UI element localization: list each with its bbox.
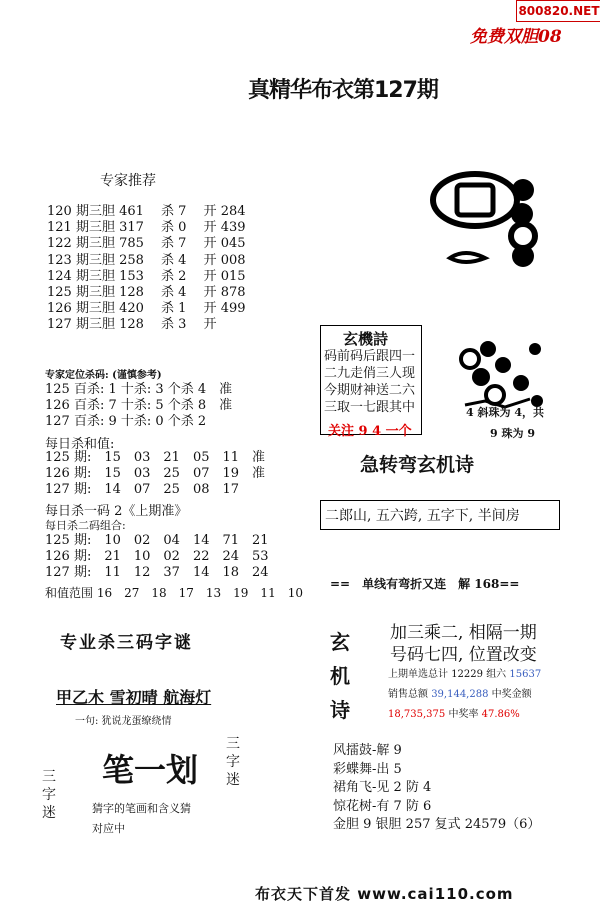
beads-drawing-icon (455, 335, 555, 415)
xuanji-note-1: 4 斜珠为 4，共 (466, 406, 544, 419)
position-kill-row: 127 百杀: 9 十杀: 0 个杀 2 (45, 414, 207, 430)
daily-sum-row: 125 期: 15 03 21 05 11 准 (45, 450, 266, 465)
hint-line: 裙角飞-见 2 防 4 (333, 780, 432, 795)
riddle-hint: 一句: 犹说龙蛋缭绕情 (75, 716, 172, 727)
daily-two-row: 125 期: 10 02 04 14 71 21 (45, 533, 269, 548)
footer: 布衣天下首发 www.cai110.com (255, 885, 514, 903)
sales-row-1 (388, 665, 541, 680)
poem-line-2: 号码七四, 位置改变 (390, 645, 537, 665)
daily-sum-row: 127 期: 14 07 25 08 17 (45, 482, 240, 498)
sales-value: 39,144,288 (431, 689, 489, 700)
poem-side-char: 玄 (330, 630, 350, 654)
abacus-drawing-icon (425, 170, 555, 270)
daily-sum-heading: 每日杀和值: (45, 437, 115, 452)
prize-label: 中奖金额 (491, 689, 532, 700)
hint-line: 风擂鼓-解 9 (333, 743, 402, 758)
daily-two-row: 126 期: 21 10 02 22 24 53 (45, 549, 269, 565)
rate-value: 47.86% (481, 709, 520, 720)
riddle-note-2: 对应中 (92, 822, 125, 835)
riddle-big: 笔一划 (102, 751, 199, 789)
free-tag: 免费双胆08 (470, 27, 562, 47)
daily-one-code: 每日杀一码 2《上期准》 (45, 504, 188, 519)
expert-row: 127 期三胆 128 杀 3 开 (47, 317, 217, 333)
expert-heading: 专家推荐 (100, 173, 156, 189)
sales-row-3 (388, 705, 520, 720)
sales-row-2 (388, 685, 532, 700)
xuanji-note-2: 9 珠为 9 (490, 427, 535, 440)
daily-two-row: 127 期: 11 12 37 14 18 24 (45, 565, 269, 581)
expert-row: 120 期三胆 461 杀 7 开 284 (47, 204, 246, 219)
xuanji-line: 三取一七跟其中 (324, 400, 416, 415)
group6-value: 15637 (509, 669, 542, 680)
daily-two-list (45, 533, 269, 582)
expert-row: 126 期三胆 420 杀 1 开 499 (47, 301, 246, 317)
sales-label: 销售总额 (388, 689, 428, 700)
position-kill-row: 125 百杀: 1 十杀: 3 个杀 4 准 (45, 382, 233, 397)
hint-list (333, 742, 540, 835)
site-badge: 800820.NET (516, 0, 600, 22)
poem-side-char: 机 (330, 664, 350, 688)
riddle-side-right: 三字迷 (226, 736, 240, 788)
expert-list (47, 204, 246, 334)
turn-heading: 急转弯玄机诗 (360, 454, 475, 476)
poem-line-1: 加三乘二, 相隔一期 (390, 623, 537, 643)
expert-row: 123 期三胆 258 杀 4 开 008 (47, 252, 246, 268)
daily-sum-row: 126 期: 15 03 25 07 19 准 (45, 466, 266, 482)
position-kill-row: 126 百杀: 7 十杀: 5 个杀 8 准 (45, 398, 233, 414)
riddle-heading: 专业杀三码字谜 (60, 633, 193, 653)
sales1-label: 上期单选总计 (388, 669, 448, 680)
xuanji-focus: 关注 9 4 一个 (328, 424, 412, 439)
daily-sum-list (45, 450, 265, 499)
group6-label: 组六 (486, 669, 507, 680)
expert-row: 122 期三胆 785 杀 7 开 045 (47, 236, 246, 252)
daily-two-heading: 每日杀二码组合: (45, 519, 126, 532)
expert-row: 124 期三胆 153 杀 2 开 015 (47, 268, 246, 284)
position-kill-list (45, 382, 232, 431)
page-title: 真精华布衣第127期 (248, 78, 438, 103)
hint-line: 金胆 9 银胆 257 复式 24579（6） (333, 817, 541, 832)
xuanji-line: 今期财神送二六 (324, 383, 416, 398)
rate-label: 中奖率 (448, 709, 479, 720)
expert-row: 125 期三胆 128 杀 4 开 878 (47, 284, 246, 300)
xuanji-heading: 玄機詩 (343, 330, 389, 348)
hint-line: 惊花树-有 7 防 6 (333, 798, 432, 814)
sum-range: 和值范围 16 27 18 17 13 19 11 10 (45, 586, 303, 600)
xuanji-lines (324, 348, 415, 416)
riddle-note-1: 猜字的笔画和含义猜 (92, 802, 191, 815)
turn-text: 二郎山, 五六跨, 五字下, 半间房 (325, 508, 520, 524)
sales1-value: 12229 (451, 669, 483, 680)
poem-side-char: 诗 (330, 698, 350, 722)
position-kill-heading: 专家定位杀码: (谨慎参考) (45, 370, 162, 381)
xuanji-line: 码前码后跟四一 (324, 349, 416, 364)
riddle-side-left: 三字迷 (42, 769, 56, 821)
expert-row: 121 期三胆 317 杀 0 开 439 (47, 220, 246, 236)
poem-side (330, 625, 354, 727)
prize-value: 18,735,375 (388, 709, 446, 720)
hint-line: 彩蝶舞-出 5 (333, 761, 402, 777)
single-line-hint: == 单线有弯折又连 解 168== (330, 577, 520, 591)
xuanji-line: 二九走俏三人现 (324, 366, 416, 381)
riddle-words: 甲乙木 雪初晴 航海灯 (56, 688, 212, 707)
